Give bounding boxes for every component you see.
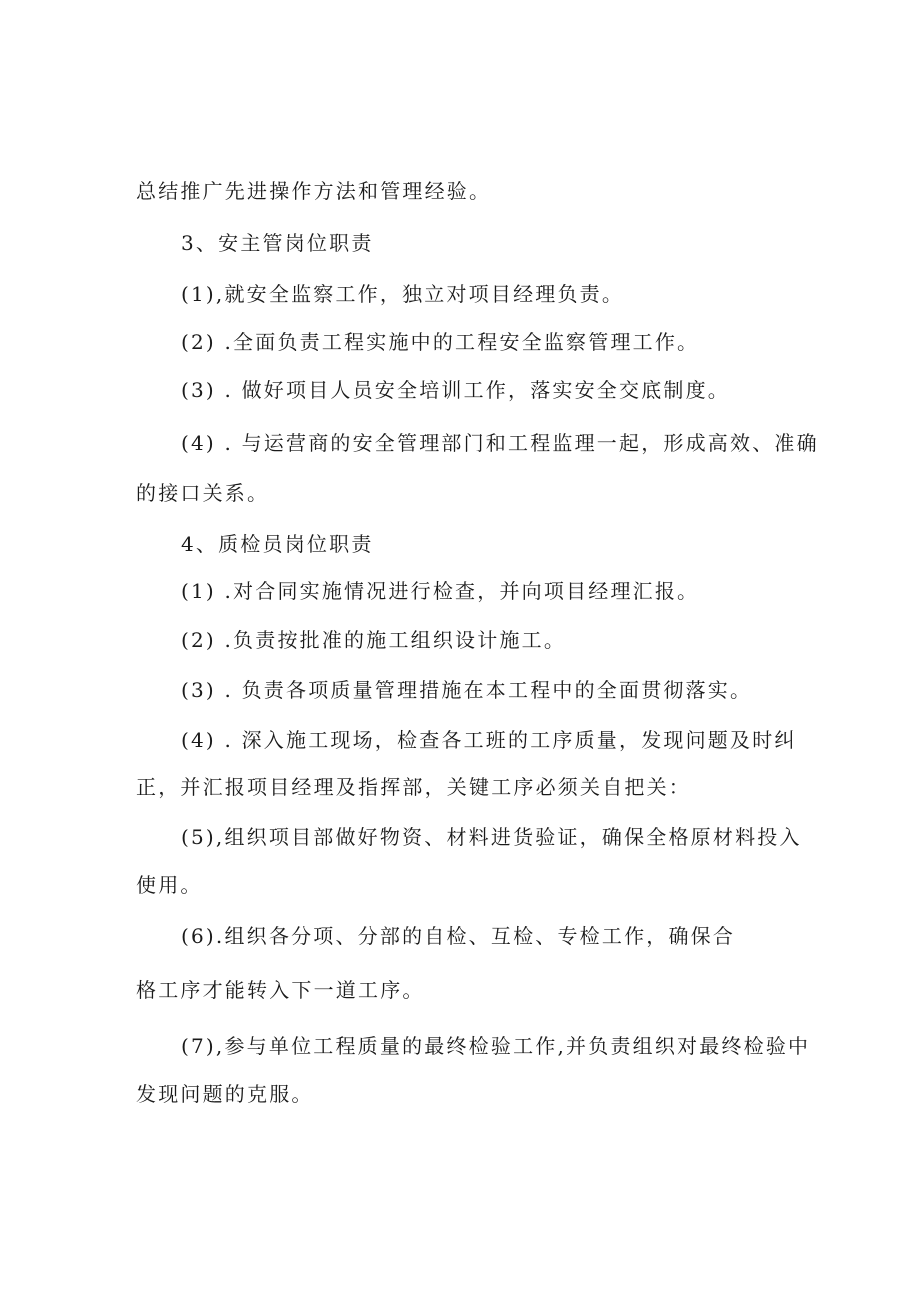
text-line: 格工序才能转入下一道工序。 [136, 978, 425, 1002]
text-line: (3) . 负责各项质量管理措施在本工程中的全面贯彻落实。 [181, 678, 753, 702]
text-line: (1),就安全监察工作，独立对项目经理负责。 [181, 282, 625, 306]
text-line: (7),参与单位工程质量的最终检验工作,并负责组织对最终检验中 [181, 1034, 811, 1058]
text-line: (4) . 与运营商的安全管理部门和工程监理一起，形成高效、准确 [181, 431, 819, 455]
text-line: (3) . 做好项目人员安全培训工作，落实安全交底制度。 [181, 378, 731, 402]
text-line: 正，并汇报项目经理及指挥部，关键工序必须关自把关： [136, 775, 691, 799]
text-line: (2) .负责按批准的施工组织设计施工。 [181, 628, 567, 652]
text-line: 使用。 [136, 873, 203, 897]
text-line: (1) .对合同实施情况进行检查，并向项目经理汇报。 [181, 579, 700, 603]
section-heading: 4、质检员岗位职责 [181, 532, 374, 556]
text-line: (2) .全面负责工程实施中的工程安全监察管理工作。 [181, 330, 700, 354]
section-heading: 3、安主管岗位职责 [181, 231, 374, 255]
text-line: 的接口关系。 [136, 481, 270, 505]
text-line: 总结推广先进操作方法和管理经验。 [136, 179, 492, 203]
text-line: 发现问题的克服。 [136, 1082, 314, 1106]
text-line: (6).组织各分项、分部的自检、互检、专检工作，确保合 [181, 924, 736, 948]
text-line: (4) . 深入施工现场，检查各工班的工序质量，发现问题及时纠 [181, 728, 797, 752]
text-line: (5),组织项目部做好物资、材料进货验证，确保全格原材料投入 [181, 825, 802, 849]
